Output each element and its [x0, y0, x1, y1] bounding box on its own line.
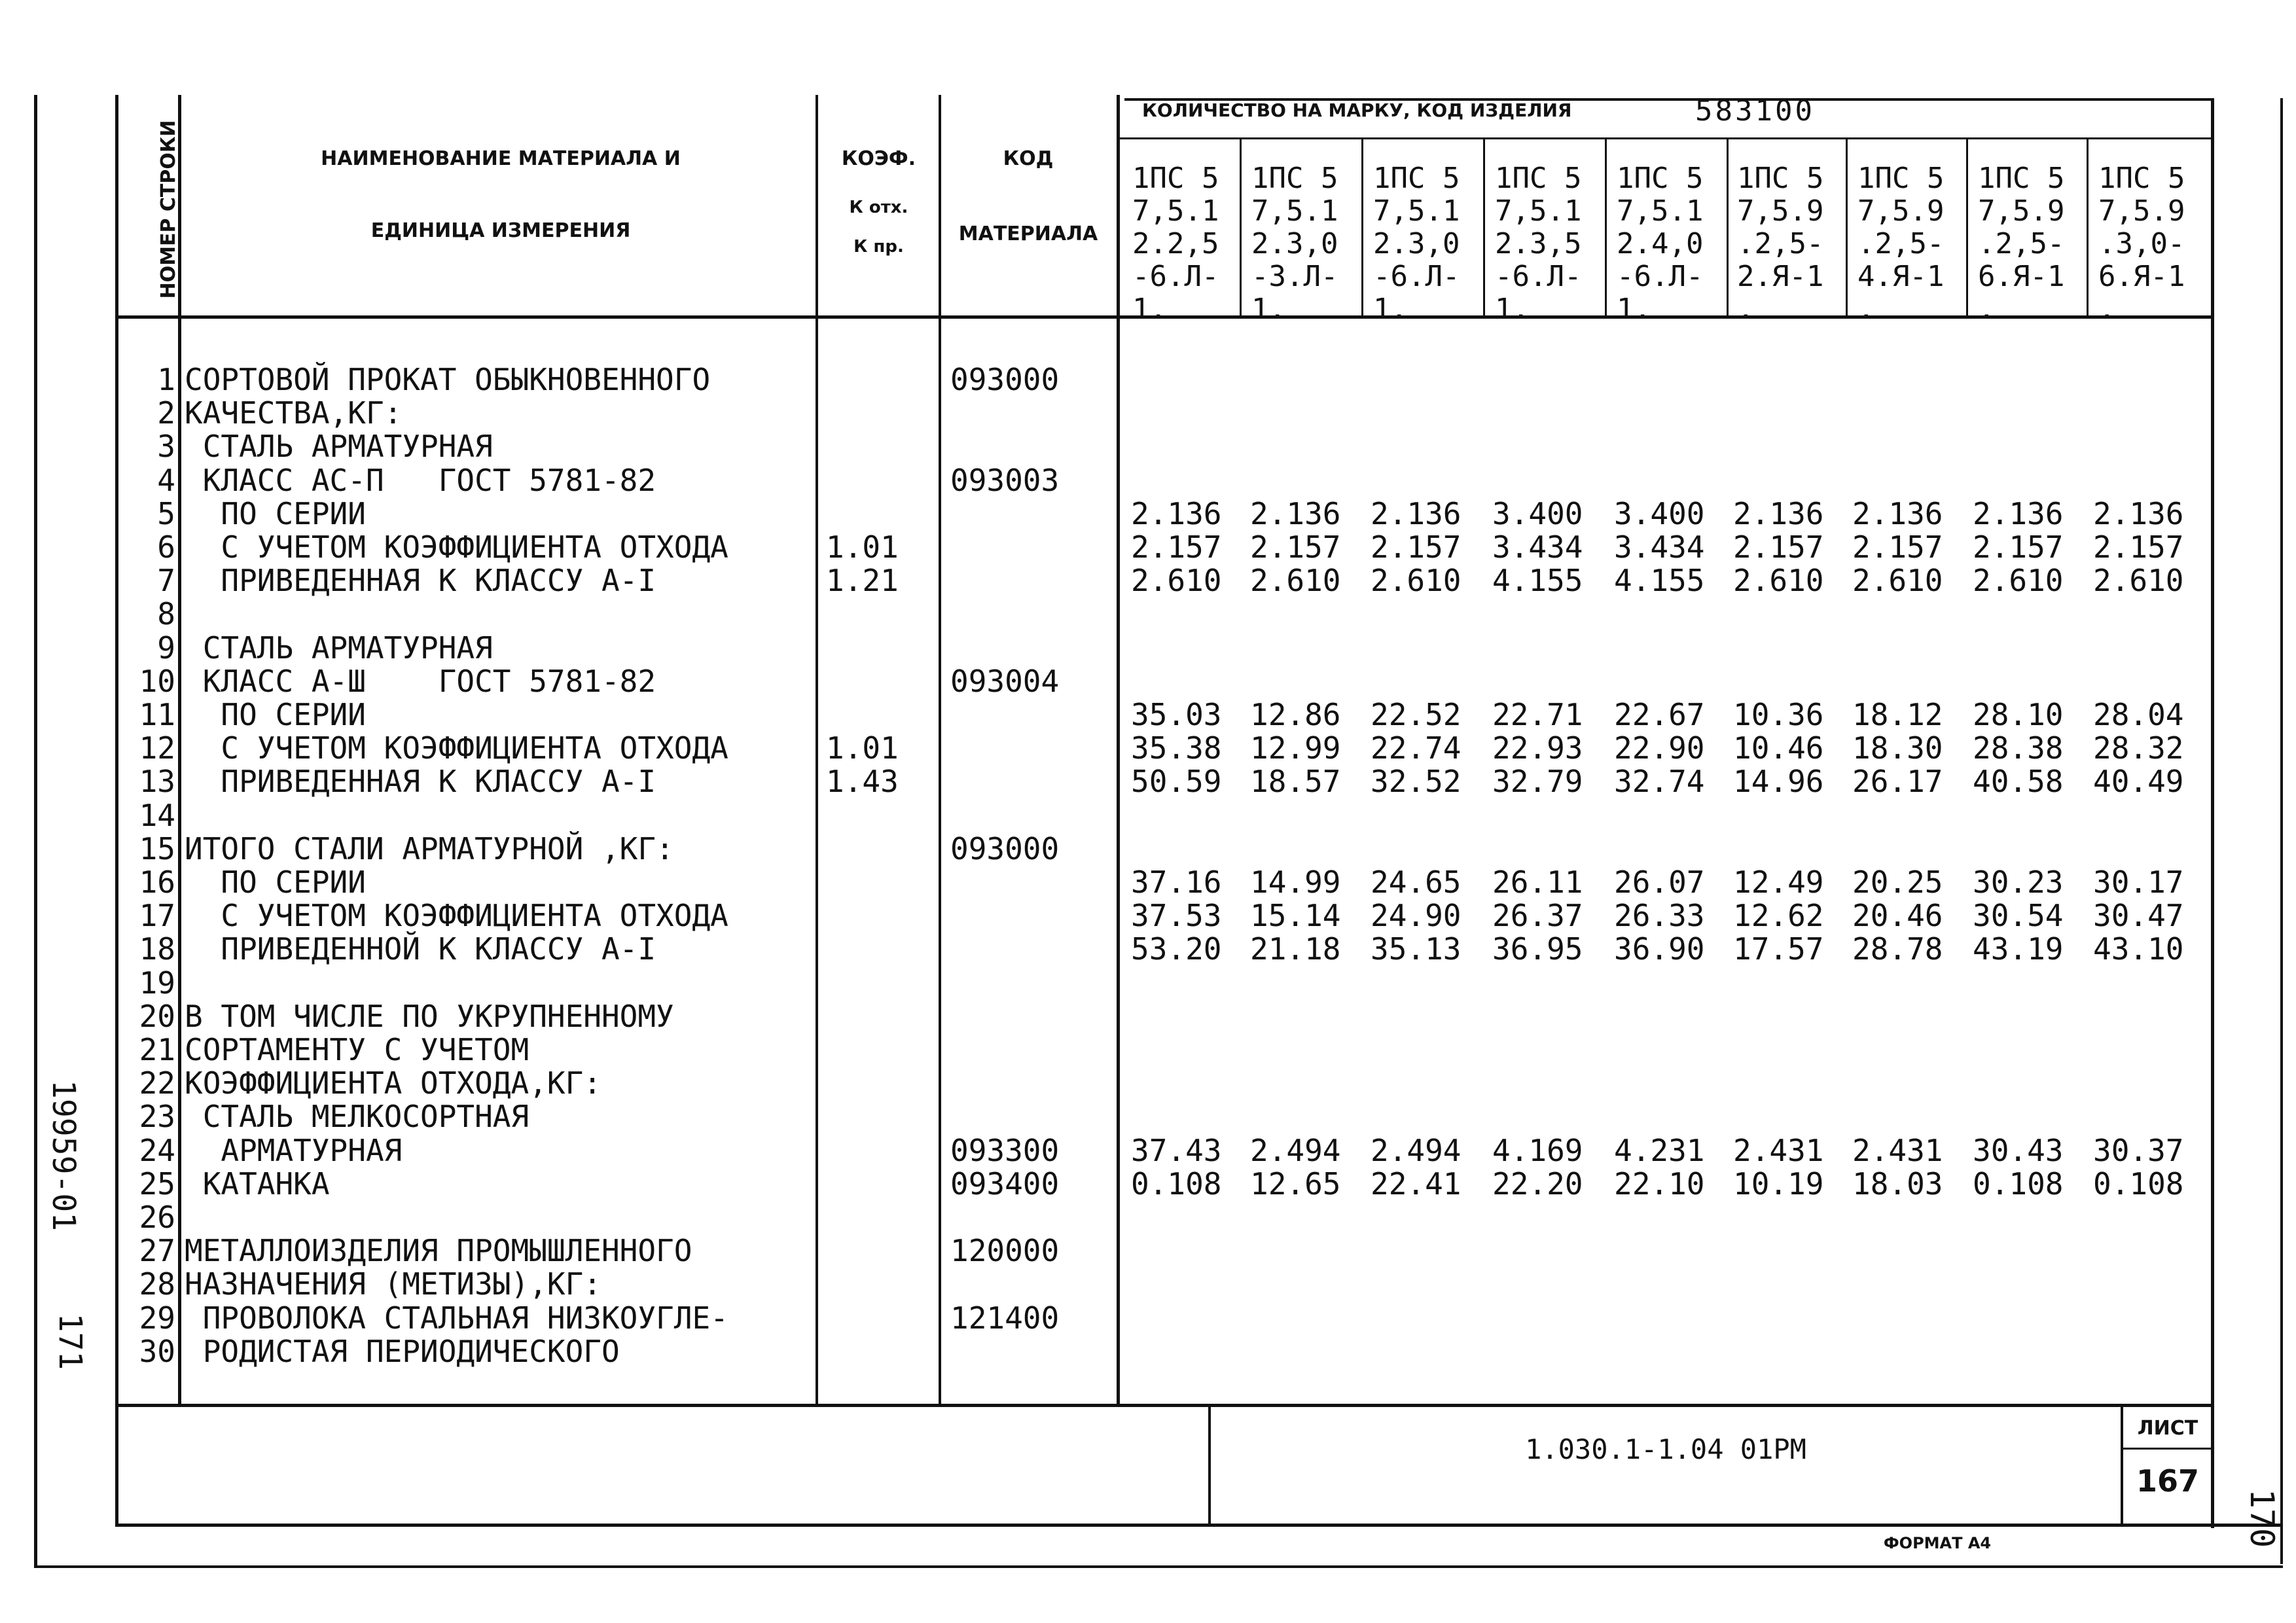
mark-header-6: 1ПС 5 7,5.9 .2,5- 2.Я-1 . [1737, 162, 1824, 326]
qty-label-rule [1119, 137, 2212, 139]
sheet-box-mid [2121, 1448, 2212, 1450]
quantity-value: 35.13 [1371, 931, 1462, 967]
frame-bottom [115, 1524, 2282, 1527]
quantity-value: 2.610 [1131, 563, 1222, 598]
coefficient: 1.01 [826, 730, 899, 766]
quantity-value: 2.136 [1733, 496, 1824, 531]
titleblock-top-rule [115, 1404, 2213, 1407]
quantity-value: 0.108 [1973, 1166, 2064, 1202]
material-name: СТАЛЬ МЕЛКОСОРТНАЯ [185, 1099, 529, 1134]
row-number: 26 [139, 1200, 175, 1235]
quantity-value: 26.11 [1492, 865, 1583, 900]
qty-header-label: КОЛИЧЕСТВО НА МАРКУ, КОД ИЗДЕЛИЯ [1142, 99, 1572, 121]
quantity-value: 4.155 [1492, 563, 1583, 598]
quantity-value: 15.14 [1250, 898, 1341, 933]
quantity-value: 28.38 [1973, 730, 2064, 766]
row-number: 12 [139, 730, 175, 766]
quantity-value: 10.19 [1733, 1166, 1824, 1202]
quantity-value: 12.99 [1250, 730, 1341, 766]
quantity-value: 20.46 [1852, 898, 1943, 933]
quantity-value: 2.431 [1733, 1133, 1824, 1168]
row-number: 25 [139, 1166, 175, 1202]
frame-right-outer [2280, 98, 2283, 1564]
product-code: 583100 [1695, 94, 1815, 128]
quantity-value: 2.136 [1250, 496, 1341, 531]
quantity-value: 30.54 [1973, 898, 2064, 933]
row-number: 15 [139, 831, 175, 866]
row-number: 4 [157, 463, 175, 498]
quantity-value: 28.10 [1973, 697, 2064, 732]
quantity-value: 2.136 [1131, 496, 1222, 531]
coef-header-line2: К отх. [849, 198, 908, 217]
quantity-value: 22.67 [1614, 697, 1705, 732]
row-number: 24 [139, 1133, 175, 1168]
quantity-value: 32.74 [1614, 764, 1705, 799]
quantity-value: 2.610 [1733, 563, 1824, 598]
row-number: 13 [139, 764, 175, 799]
quantity-value: 22.90 [1614, 730, 1705, 766]
quantity-value: 37.16 [1131, 865, 1222, 900]
quantity-value: 4.155 [1614, 563, 1705, 598]
quantity-value: 24.65 [1371, 865, 1462, 900]
mark-header-5: 1ПС 5 7,5.1 2.4,0 -6.Л- 1. [1617, 162, 1704, 326]
row-number: 6 [157, 529, 175, 565]
material-name: СОРТАМЕНТУ С УЧЕТОМ [185, 1032, 529, 1067]
format-label: ФОРМАТ А4 [1883, 1534, 1992, 1552]
coef-header-line3: К пр. [853, 237, 904, 257]
quantity-value: 12.65 [1250, 1166, 1341, 1202]
quantity-value: 21.18 [1250, 931, 1341, 967]
material-code: 093000 [950, 831, 1060, 866]
quantity-value: 28.78 [1852, 931, 1943, 967]
quantity-value: 3.400 [1492, 496, 1583, 531]
frame-left [115, 95, 118, 1525]
quantity-value: 2.610 [1852, 563, 1943, 598]
quantity-value: 26.37 [1492, 898, 1583, 933]
row-number: 10 [139, 664, 175, 699]
row-number: 18 [139, 931, 175, 967]
quantity-value: 2.136 [1973, 496, 2064, 531]
quantity-value: 3.400 [1614, 496, 1705, 531]
quantity-value: 22.93 [1492, 730, 1583, 766]
quantity-value: 18.57 [1250, 764, 1341, 799]
col-code-divider [1117, 95, 1120, 1404]
quantity-value: 2.157 [1852, 529, 1943, 565]
material-code: 120000 [950, 1233, 1060, 1268]
coefficient: 1.01 [826, 529, 899, 565]
mark-header-9: 1ПС 5 7,5.9 .3,0- 6.Я-1 . [2098, 162, 2185, 326]
quantity-value: 2.610 [1371, 563, 1462, 598]
material-name: НАЗНАЧЕНИЯ (МЕТИЗЫ),КГ: [185, 1266, 601, 1302]
quantity-value: 2.494 [1250, 1133, 1341, 1168]
row-number: 23 [139, 1099, 175, 1134]
quantity-value: 40.49 [2093, 764, 2184, 799]
material-name: МЕТАЛЛОИЗДЕЛИЯ ПРОМЫШЛЕННОГО [185, 1233, 692, 1268]
quantity-value: 22.20 [1492, 1166, 1583, 1202]
material-name: ПО СЕРИИ [185, 496, 366, 531]
row-number: 2 [157, 395, 175, 431]
material-name: СТАЛЬ АРМАТУРНАЯ [185, 630, 493, 666]
left-stamp-inventory: 19959-01 [45, 1080, 82, 1232]
quantity-value: 14.96 [1733, 764, 1824, 799]
mark-header-4: 1ПС 5 7,5.1 2.3,5 -6.Л- 1. [1495, 162, 1582, 326]
row-number: 21 [139, 1032, 175, 1067]
material-name: С УЧЕТОМ КОЭФФИЦИЕНТА ОТХОДА [185, 529, 728, 565]
quantity-value: 2.610 [2093, 563, 2184, 598]
material-name: РОДИСТАЯ ПЕРИОДИЧЕСКОГО [185, 1334, 620, 1369]
quantity-value: 36.90 [1614, 931, 1705, 967]
material-code: 093300 [950, 1133, 1060, 1168]
row-number: 20 [139, 999, 175, 1034]
row-number: 3 [157, 429, 175, 464]
row-number: 22 [139, 1065, 175, 1101]
quantity-value: 2.136 [1371, 496, 1462, 531]
quantity-value: 30.43 [1973, 1133, 2064, 1168]
quantity-value: 43.10 [2093, 931, 2184, 967]
quantity-value: 12.62 [1733, 898, 1824, 933]
quantity-value: 20.25 [1852, 865, 1943, 900]
row-number: 17 [139, 898, 175, 933]
material-code: 093003 [950, 463, 1060, 498]
quantity-value: 37.43 [1131, 1133, 1222, 1168]
mark-header-2: 1ПС 5 7,5.1 2.3,0 -3.Л- 1. [1251, 162, 1338, 326]
quantity-value: 2.157 [1131, 529, 1222, 565]
material-name: С УЧЕТОМ КОЭФФИЦИЕНТА ОТХОДА [185, 730, 728, 766]
quantity-value: 2.157 [1973, 529, 2064, 565]
left-stamp-number: 171 [52, 1313, 88, 1370]
quantity-value: 2.157 [1250, 529, 1341, 565]
row-number: 9 [157, 630, 175, 666]
quantity-value: 10.46 [1733, 730, 1824, 766]
material-code: 093000 [950, 362, 1060, 397]
quantity-value: 35.38 [1131, 730, 1222, 766]
material-name: ПО СЕРИИ [185, 697, 366, 732]
material-name: ПРОВОЛОКА СТАЛЬНАЯ НИЗКОУГЛЕ- [185, 1300, 728, 1336]
material-name: КЛАСС АС-П ГОСТ 5781-82 [185, 463, 656, 498]
material-name: С УЧЕТОМ КОЭФФИЦИЕНТА ОТХОДА [185, 898, 728, 933]
material-name: СОРТОВОЙ ПРОКАТ ОБЫКНОВЕННОГО [185, 362, 711, 397]
quantity-value: 30.47 [2093, 898, 2184, 933]
row-number: 16 [139, 865, 175, 900]
material-name: КАЧЕСТВА,КГ: [185, 395, 403, 431]
quantity-value: 18.30 [1852, 730, 1943, 766]
sheet-number: 167 [2136, 1463, 2200, 1499]
quantity-value: 53.20 [1131, 931, 1222, 967]
row-number: 28 [139, 1266, 175, 1302]
quantity-value: 36.95 [1492, 931, 1583, 967]
quantity-value: 18.03 [1852, 1166, 1943, 1202]
document-code: 1.030.1-1.04 01РМ [1525, 1433, 1806, 1465]
material-name: КЛАСС А-Ш ГОСТ 5781-82 [185, 664, 656, 699]
coefficient: 1.21 [826, 563, 899, 598]
name-header-line2: ЕДИНИЦА ИЗМЕРЕНИЯ [370, 219, 631, 242]
material-name: КОЭФФИЦИЕНТА ОТХОДА,КГ: [185, 1065, 601, 1101]
row-number: 30 [139, 1334, 175, 1369]
quantity-value: 4.169 [1492, 1133, 1583, 1168]
quantity-value: 43.19 [1973, 931, 2064, 967]
quantity-value: 50.59 [1131, 764, 1222, 799]
material-name: ПО СЕРИИ [185, 865, 366, 900]
mark-header-1: 1ПС 5 7,5.1 2.2,5 -6.Л- 1. [1132, 162, 1219, 326]
quantity-value: 22.41 [1371, 1166, 1462, 1202]
frame-left-outer [34, 95, 37, 1567]
quantity-value: 14.99 [1250, 865, 1341, 900]
material-name: ПРИВЕДЕННАЯ К КЛАССУ А-I [185, 563, 656, 598]
material-name: ИТОГО СТАЛИ АРМАТУРНОЙ ,КГ: [185, 831, 674, 866]
quantity-value: 2.136 [2093, 496, 2184, 531]
quantity-value: 30.17 [2093, 865, 2184, 900]
row-number: 27 [139, 1233, 175, 1268]
frame-right [2211, 98, 2214, 1528]
quantity-value: 22.71 [1492, 697, 1583, 732]
quantity-value: 3.434 [1614, 529, 1705, 565]
material-code: 093004 [950, 664, 1060, 699]
quantity-value: 2.157 [2093, 529, 2184, 565]
quantity-value: 40.58 [1973, 764, 2064, 799]
material-code: 093400 [950, 1166, 1060, 1202]
name-header-line1: НАИМЕНОВАНИЕ МАТЕРИАЛА И [321, 147, 681, 170]
material-name: КАТАНКА [185, 1166, 330, 1202]
mark-header-8: 1ПС 5 7,5.9 .2,5- 6.Я-1 . [1978, 162, 2065, 326]
coefficient: 1.43 [826, 764, 899, 799]
quantity-value: 24.90 [1371, 898, 1462, 933]
row-number: 14 [139, 798, 175, 833]
row-number: 29 [139, 1300, 175, 1336]
material-code: 121400 [950, 1300, 1060, 1336]
code-header-line2: МАТЕРИАЛА [958, 223, 1098, 245]
quantity-value: 3.434 [1492, 529, 1583, 565]
quantity-value: 26.17 [1852, 764, 1943, 799]
quantity-value: 18.12 [1852, 697, 1943, 732]
sheet-label: ЛИСТ [2137, 1417, 2198, 1440]
quantity-value: 37.53 [1131, 898, 1222, 933]
quantity-value: 2.136 [1852, 496, 1943, 531]
col-coef-divider [939, 95, 941, 1404]
material-name: СТАЛЬ АРМАТУРНАЯ [185, 429, 493, 464]
mark-header-3: 1ПС 5 7,5.1 2.3,0 -6.Л- 1. [1373, 162, 1460, 326]
quantity-value: 0.108 [2093, 1166, 2184, 1202]
row-number: 8 [157, 596, 175, 632]
quantity-value: 2.610 [1250, 563, 1341, 598]
quantity-value: 35.03 [1131, 697, 1222, 732]
coef-header-line1: КОЭФ. [841, 147, 916, 170]
quantity-value: 22.10 [1614, 1166, 1705, 1202]
row-number: 1 [157, 362, 175, 397]
quantity-value: 22.74 [1371, 730, 1462, 766]
row-number: 7 [157, 563, 175, 598]
material-name: ПРИВЕДЕННОЙ К КЛАССУ А-I [185, 931, 656, 967]
quantity-value: 2.157 [1371, 529, 1462, 565]
quantity-value: 12.86 [1250, 697, 1341, 732]
quantity-value: 2.157 [1733, 529, 1824, 565]
row-number: 11 [139, 697, 175, 732]
frame-bottom-outer [34, 1565, 2283, 1568]
quantity-value: 2.431 [1852, 1133, 1943, 1168]
material-name: В ТОМ ЧИСЛЕ ПО УКРУПНЕННОМУ [185, 999, 674, 1034]
quantity-value: 28.32 [2093, 730, 2184, 766]
col-name-divider [816, 95, 818, 1404]
quantity-value: 32.52 [1371, 764, 1462, 799]
row-number: 5 [157, 496, 175, 531]
quantity-value: 2.494 [1371, 1133, 1462, 1168]
quantity-value: 0.108 [1131, 1166, 1222, 1202]
quantity-value: 17.57 [1733, 931, 1824, 967]
row-number: 19 [139, 965, 175, 1001]
material-name: ПРИВЕДЕННАЯ К КЛАССУ А-I [185, 764, 656, 799]
material-name: АРМАТУРНАЯ [185, 1133, 403, 1168]
quantity-value: 22.52 [1371, 697, 1462, 732]
quantity-value: 10.36 [1733, 697, 1824, 732]
quantity-value: 30.37 [2093, 1133, 2184, 1168]
quantity-value: 28.04 [2093, 697, 2184, 732]
mark-header-7: 1ПС 5 7,5.9 .2,5- 4.Я-1 . [1857, 162, 1945, 326]
side-page-number: 170 [2243, 1488, 2281, 1548]
code-header-line1: КОД [1003, 147, 1054, 170]
quantity-value: 32.79 [1492, 764, 1583, 799]
quantity-value: 26.33 [1614, 898, 1705, 933]
row-number-header: НОМЕР СТРОКИ [157, 120, 180, 299]
quantity-value: 2.610 [1973, 563, 2064, 598]
quantity-value: 30.23 [1973, 865, 2064, 900]
quantity-value: 26.07 [1614, 865, 1705, 900]
quantity-value: 4.231 [1614, 1133, 1705, 1168]
quantity-value: 12.49 [1733, 865, 1824, 900]
